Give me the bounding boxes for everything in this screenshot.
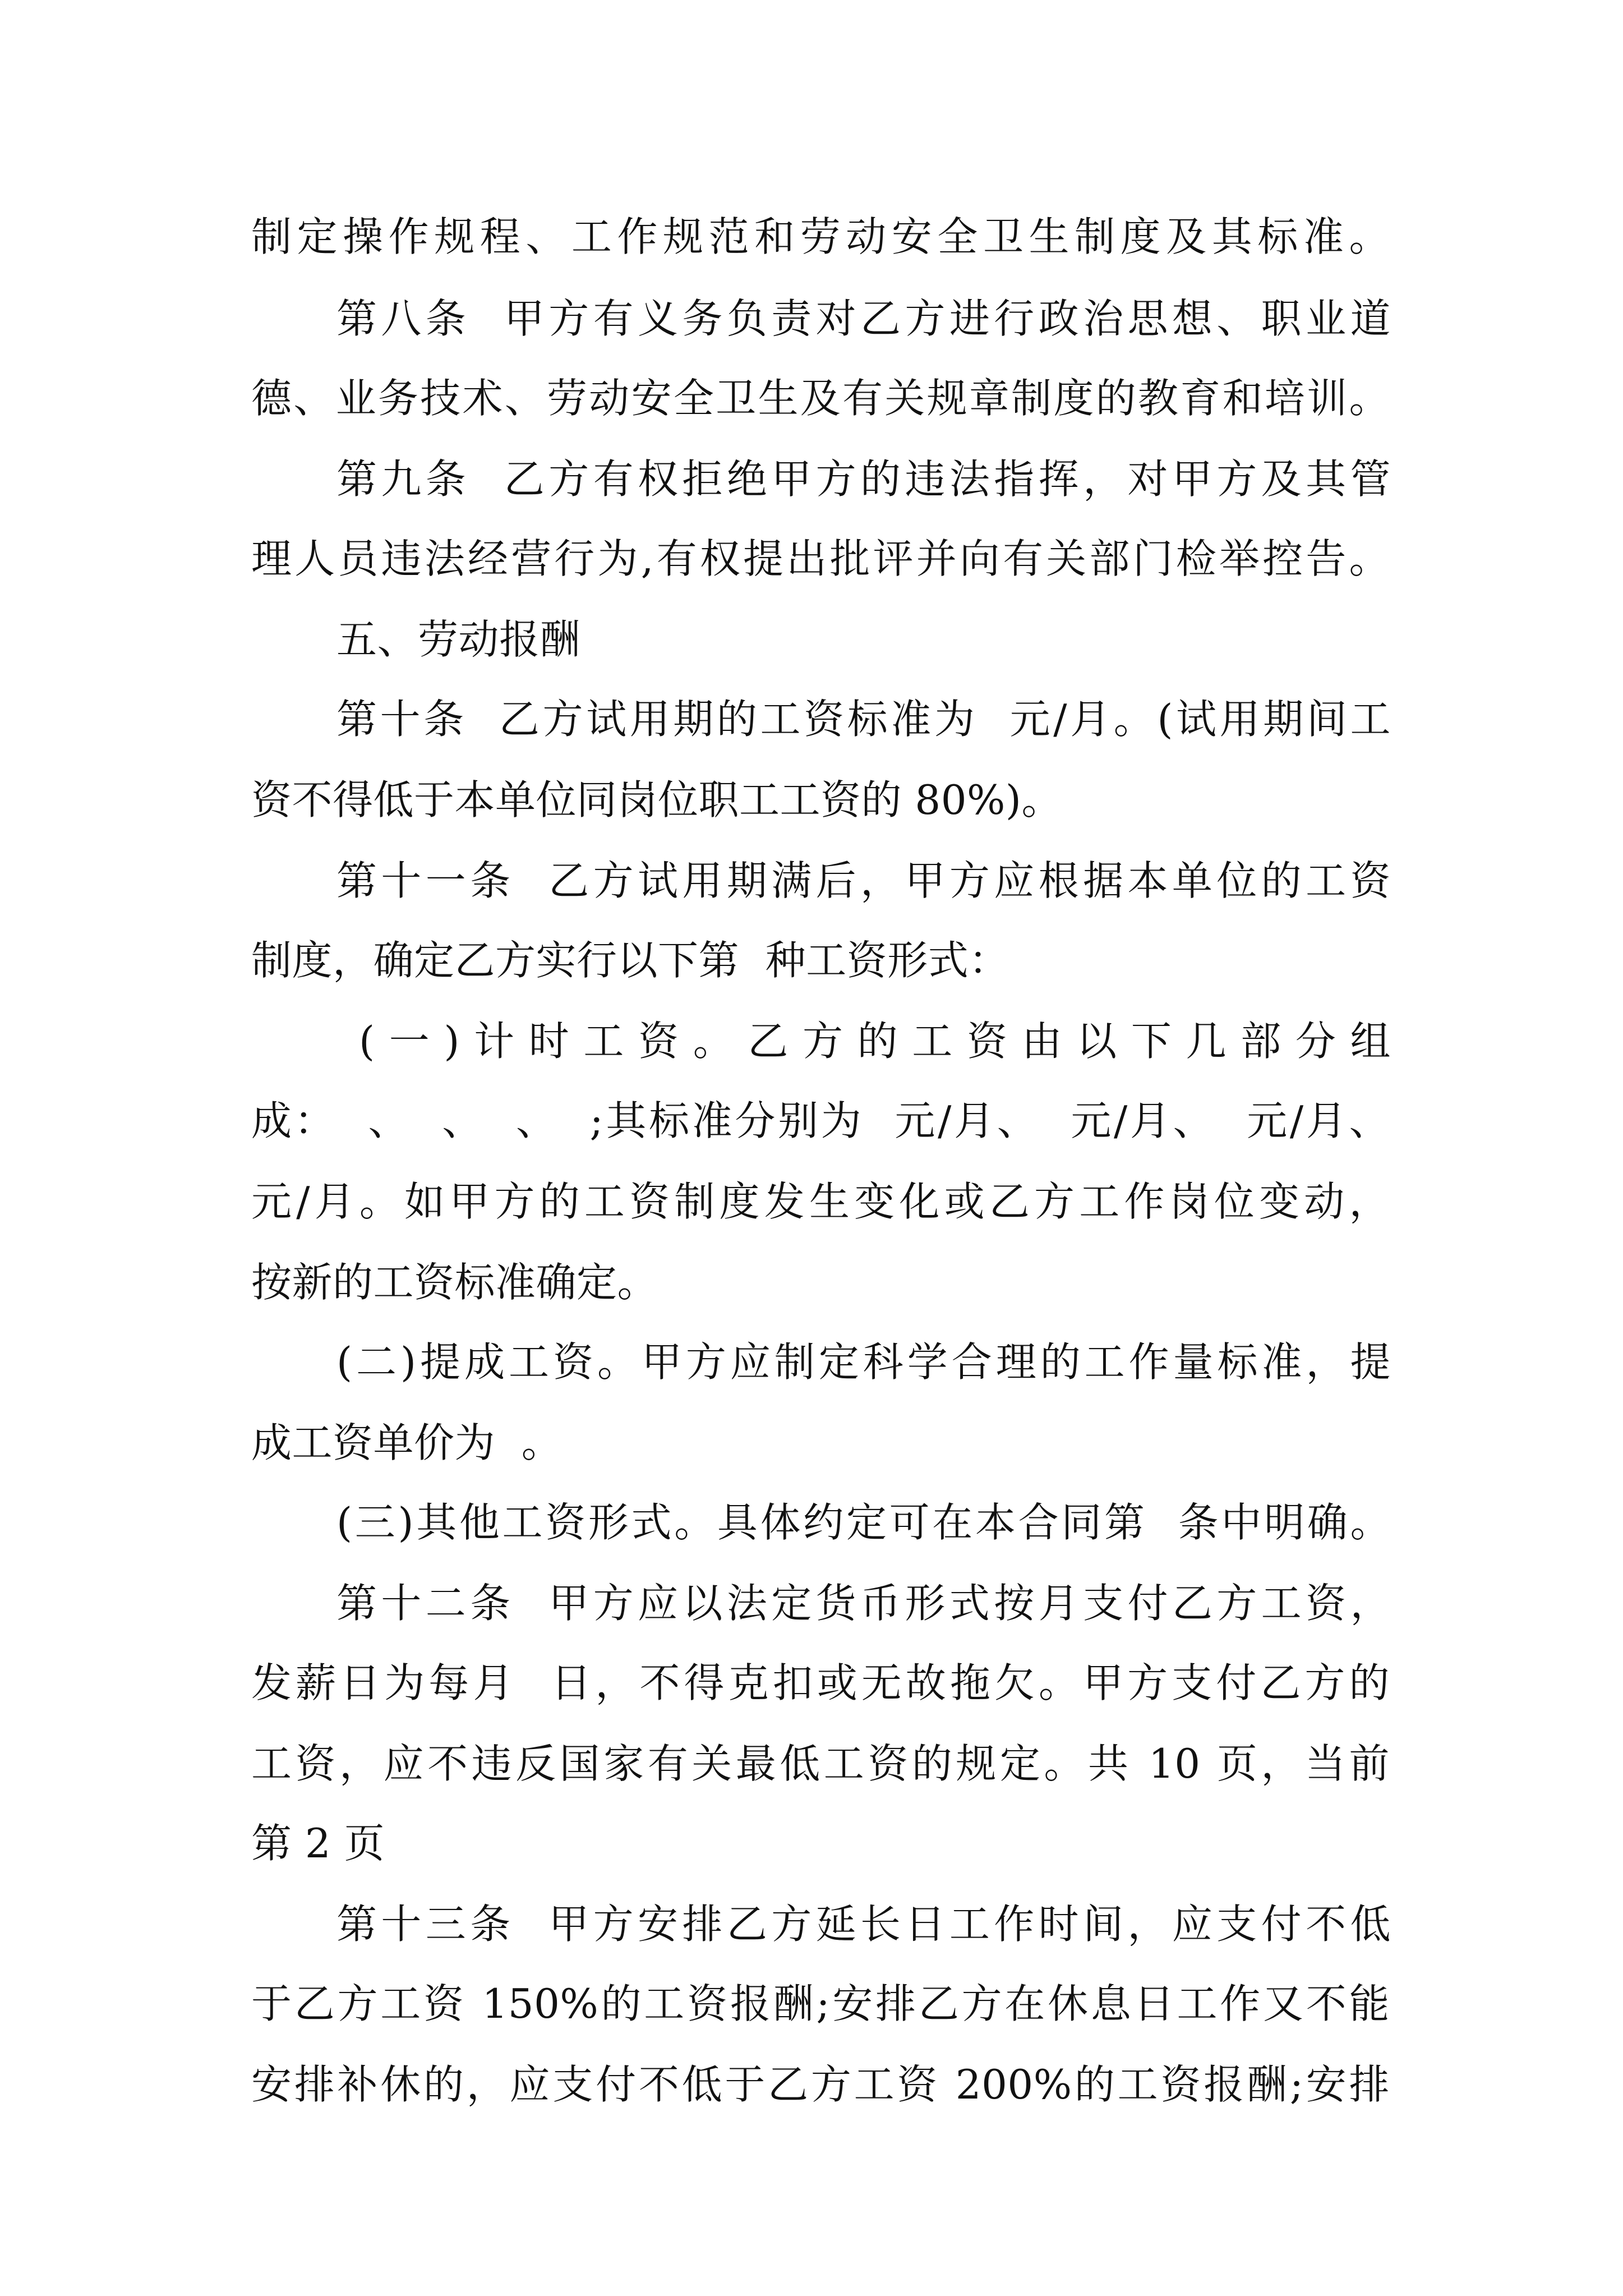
text-line: 理人员违法经营行为,有权提出批评并向有关部门检举控告。 xyxy=(251,535,1390,582)
section-heading: 五、劳动报酬 xyxy=(336,616,581,663)
text-line: 成： 、 、 、 ;其标准分别为 元/月、 元/月、 元/月、 xyxy=(251,1097,1390,1144)
text-line: (三)其他工资形式。具体约定可在本合同第 条中明确。 xyxy=(336,1499,1391,1546)
text-line: 工资，应不违反国家有关最低工资的规定。共 10 页，当前 xyxy=(251,1740,1390,1787)
text-line: (二)提成工资。甲方应制定科学合理的工作量标准，提 xyxy=(336,1338,1391,1386)
text-line: 第十一条 乙方试用期满后，甲方应根据本单位的工资 xyxy=(336,857,1391,904)
text-line: 第十条 乙方试用期的工资标准为 元/月。(试用期间工 xyxy=(336,696,1391,743)
text-line: 德、业务技术、劳动安全卫生及有关规章制度的教育和培训。 xyxy=(251,375,1390,422)
text-line: 成工资单价为 。 xyxy=(251,1419,562,1466)
text-line: 于乙方工资 150%的工资报酬;安排乙方在休息日工作又不能 xyxy=(251,1980,1390,2027)
text-line: 第十三条 甲方安排乙方延长日工作时间，应支付不低 xyxy=(336,1901,1391,1948)
text-line: 发薪日为每月 日，不得克扣或无故拖欠。甲方支付乙方的 xyxy=(251,1659,1390,1706)
text-line: 资不得低于本单位同岗位职工工资的 80%)。 xyxy=(251,776,1063,823)
text-line: 元/月。如甲方的工资制度发生变化或乙方工作岗位变动， xyxy=(251,1178,1390,1225)
text-line: 第九条 乙方有权拒绝甲方的违法指挥，对甲方及其管 xyxy=(336,455,1391,503)
text-line: (一)计时工资。乙方的工资由以下几部分组 xyxy=(359,1018,1391,1065)
page-indicator: 第 2 页 xyxy=(251,1820,385,1867)
text-line: 制定操作规程、工作规范和劳动安全卫生制度及其标准。 xyxy=(251,213,1390,260)
text-line: 安排补休的，应支付不低于乙方工资 200%的工资报酬;安排 xyxy=(251,2061,1390,2108)
text-line: 制度，确定乙方实行以下第 种工资形式： xyxy=(251,937,1009,984)
text-line: 第十二条 甲方应以法定货币形式按月支付乙方工资， xyxy=(336,1580,1391,1627)
text-line: 第八条 甲方有义务负责对乙方进行政治思想、职业道 xyxy=(336,295,1391,342)
text-line: 按新的工资标准确定。 xyxy=(251,1259,658,1306)
